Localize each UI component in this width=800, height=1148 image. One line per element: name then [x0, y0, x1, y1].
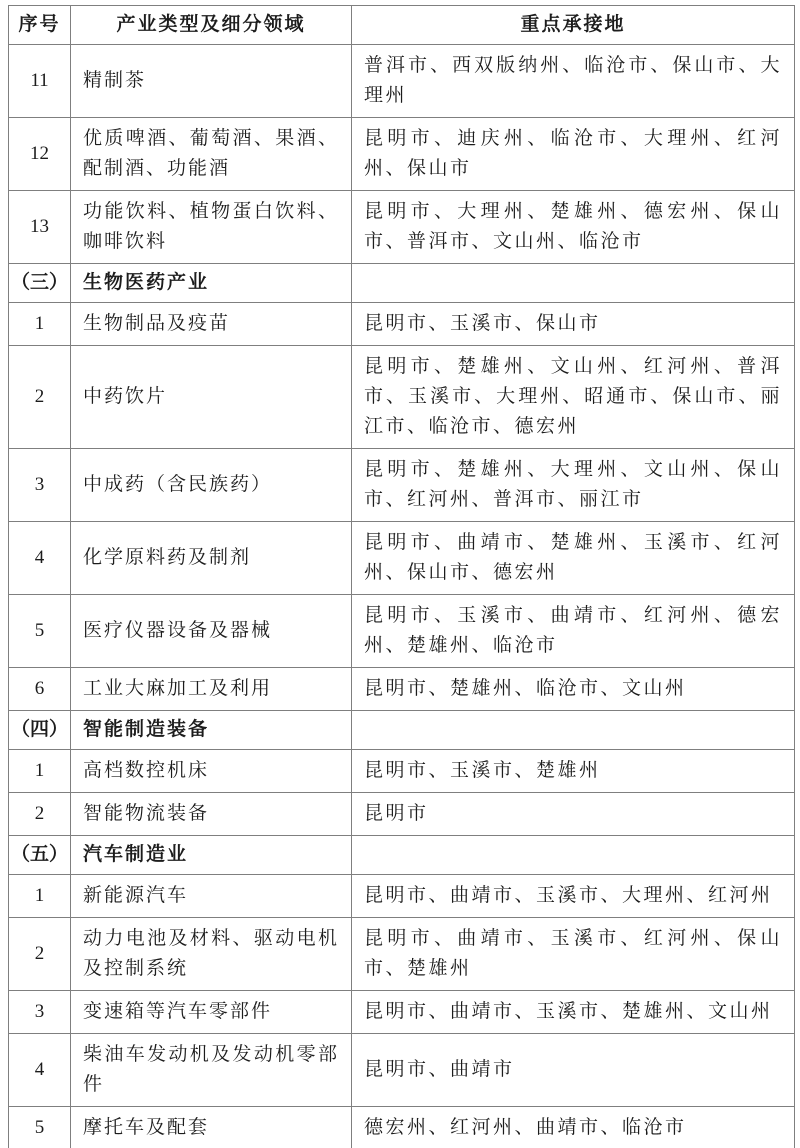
serial-cell: 12 [9, 118, 71, 191]
table-row [9, 793, 795, 836]
industry-cell: 新能源汽车 [71, 875, 352, 918]
table-row [9, 1107, 795, 1148]
serial-cell: 2 [9, 346, 71, 449]
industry-cell: 智能物流装备 [71, 793, 352, 836]
table-row [9, 991, 795, 1034]
locations-cell: 昆明市、曲靖市、玉溪市、楚雄州、文山州 [352, 991, 795, 1034]
header-serial: 序号 [9, 6, 71, 45]
serial-cell: 4 [9, 522, 71, 595]
serial-cell: 4 [9, 1034, 71, 1107]
header-industry: 产业类型及细分领域 [71, 6, 352, 45]
table-row [9, 346, 795, 449]
table-row [9, 303, 795, 346]
industry-cell: 变速箱等汽车零部件 [71, 991, 352, 1034]
table-header-row [9, 6, 795, 45]
locations-cell: 昆明市、曲靖市、玉溪市、大理州、红河州 [352, 875, 795, 918]
serial-cell: 2 [9, 793, 71, 836]
locations-cell: 昆明市、迪庆州、临沧市、大理州、红河州、保山市 [352, 118, 795, 191]
serial-cell: 6 [9, 668, 71, 711]
locations-cell: 昆明市、玉溪市、楚雄州 [352, 750, 795, 793]
locations-cell: 普洱市、西双版纳州、临沧市、保山市、大理州 [352, 45, 795, 118]
serial-cell: 5 [9, 595, 71, 668]
table-row [9, 875, 795, 918]
industry-cell: 汽车制造业 [71, 836, 352, 875]
serial-cell: 1 [9, 875, 71, 918]
table-row [9, 836, 795, 875]
table-row [9, 118, 795, 191]
industry-cell: 高档数控机床 [71, 750, 352, 793]
table-row [9, 191, 795, 264]
industry-table [8, 5, 795, 1148]
serial-cell: 3 [9, 991, 71, 1034]
table-row [9, 449, 795, 522]
industry-cell: 工业大麻加工及利用 [71, 668, 352, 711]
serial-cell: 5 [9, 1107, 71, 1148]
industry-cell: 生物制品及疫苗 [71, 303, 352, 346]
industry-cell: 优质啤酒、葡萄酒、果酒、配制酒、功能酒 [71, 118, 352, 191]
table-row [9, 711, 795, 750]
table-row [9, 45, 795, 118]
industry-cell: 功能饮料、植物蛋白饮料、咖啡饮料 [71, 191, 352, 264]
industry-cell: 医疗仪器设备及器械 [71, 595, 352, 668]
locations-cell: 昆明市、楚雄州、大理州、文山州、保山市、红河州、普洱市、丽江市 [352, 449, 795, 522]
locations-cell: 昆明市、曲靖市、玉溪市、红河州、保山市、楚雄州 [352, 918, 795, 991]
serial-cell: 11 [9, 45, 71, 118]
locations-cell [352, 836, 795, 875]
table-row [9, 264, 795, 303]
locations-cell: 昆明市、玉溪市、曲靖市、红河州、德宏州、楚雄州、临沧市 [352, 595, 795, 668]
table-row [9, 595, 795, 668]
serial-cell: 1 [9, 303, 71, 346]
industry-cell: 中药饮片 [71, 346, 352, 449]
industry-cell: 摩托车及配套 [71, 1107, 352, 1148]
locations-cell: 昆明市、大理州、楚雄州、德宏州、保山市、普洱市、文山州、临沧市 [352, 191, 795, 264]
locations-cell: 昆明市 [352, 793, 795, 836]
locations-cell: 昆明市、曲靖市、楚雄州、玉溪市、红河州、保山市、德宏州 [352, 522, 795, 595]
locations-cell [352, 711, 795, 750]
locations-cell: 昆明市、楚雄州、文山州、红河州、普洱市、玉溪市、大理州、昭通市、保山市、丽江市、临沧市、德宏州 [352, 346, 795, 449]
serial-cell: 2 [9, 918, 71, 991]
locations-cell [352, 264, 795, 303]
industry-cell: 精制茶 [71, 45, 352, 118]
table-row [9, 668, 795, 711]
industry-cell: 动力电池及材料、驱动电机及控制系统 [71, 918, 352, 991]
locations-cell: 昆明市、玉溪市、保山市 [352, 303, 795, 346]
industry-cell: 智能制造装备 [71, 711, 352, 750]
industry-cell: 柴油车发动机及发动机零部件 [71, 1034, 352, 1107]
table-row [9, 522, 795, 595]
serial-cell: （四） [9, 711, 71, 750]
industry-cell: 生物医药产业 [71, 264, 352, 303]
locations-cell: 昆明市、曲靖市 [352, 1034, 795, 1107]
table-row [9, 750, 795, 793]
locations-cell: 昆明市、楚雄州、临沧市、文山州 [352, 668, 795, 711]
table-row [9, 1034, 795, 1107]
header-locations: 重点承接地 [352, 6, 795, 45]
serial-cell: 13 [9, 191, 71, 264]
table-row [9, 918, 795, 991]
industry-cell: 化学原料药及制剂 [71, 522, 352, 595]
serial-cell: （五） [9, 836, 71, 875]
locations-cell: 德宏州、红河州、曲靖市、临沧市 [352, 1107, 795, 1148]
serial-cell: （三） [9, 264, 71, 303]
industry-cell: 中成药（含民族药） [71, 449, 352, 522]
serial-cell: 3 [9, 449, 71, 522]
serial-cell: 1 [9, 750, 71, 793]
